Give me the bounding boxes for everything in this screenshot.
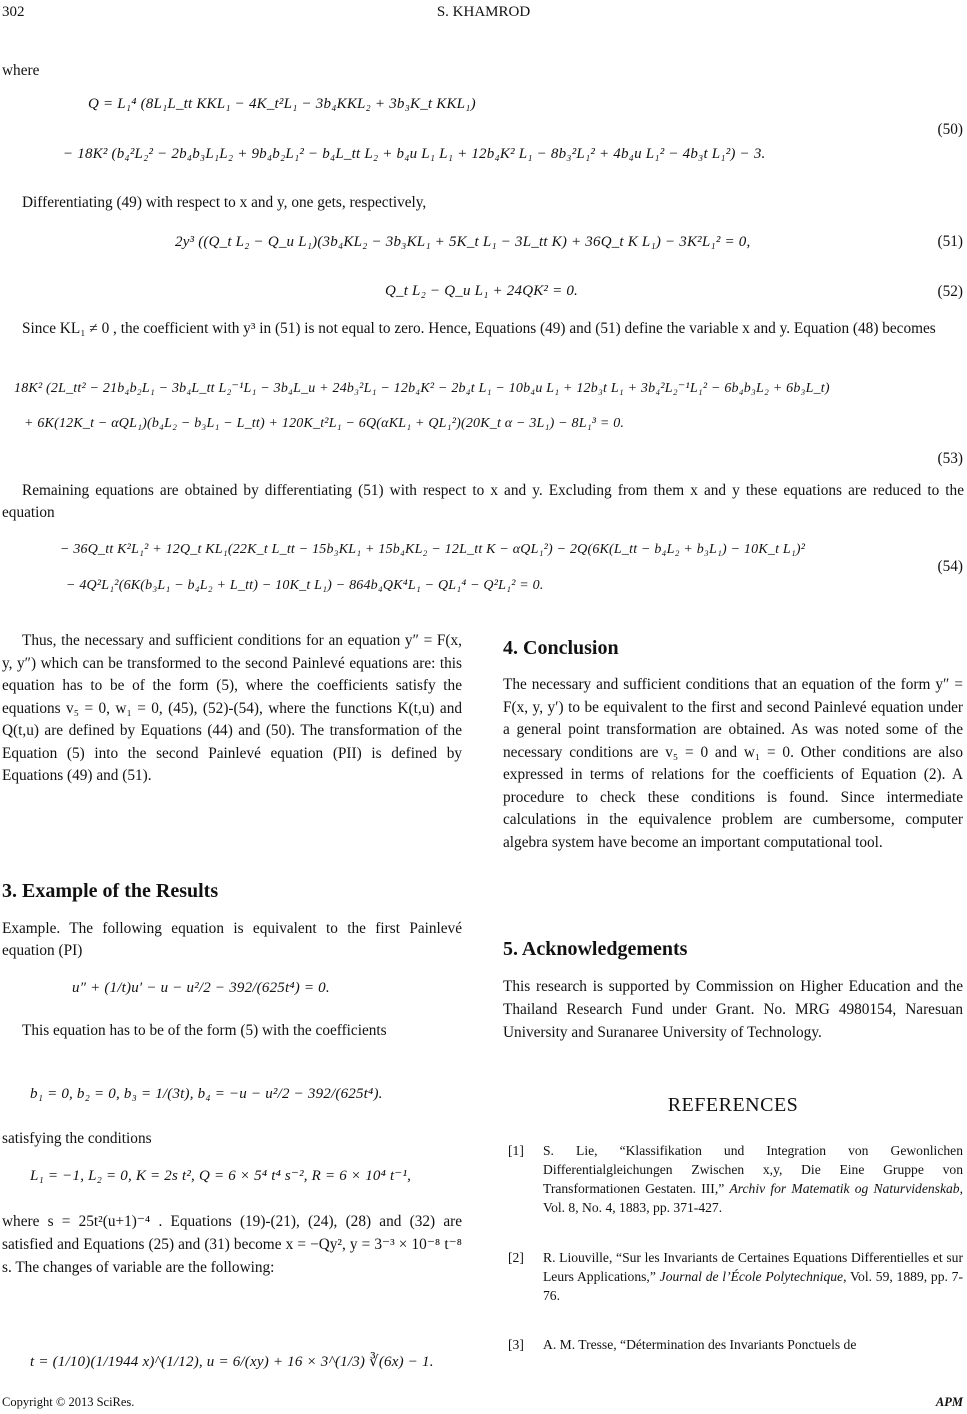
eq54-line2: − 4Q²L₁²(6K(b₃L₁ − b₄L₂ + L_tt) − 10K_t L₁) − 864b₄QK⁴L₁ − QL₁⁴ − Q²L₁² = 0. [66,578,544,593]
reference-number: [3] [508,1337,524,1352]
example-equation: u″ + (1/t)u′ − u − u²/2 − 392/(625t⁴) = 0. [72,980,330,996]
eq51-number: (51) [937,233,963,250]
differentiating-text: Differentiating (49) with respect to x and y, one gets, respectively, [22,194,427,211]
reference-details: , Vol. 59, 1889, pp. 7-76. [543,1269,963,1303]
eq52-number: (52) [937,283,963,300]
where-label: where [2,62,40,79]
reference-details: , Vol. 8, No. 4, 1883, pp. 371-427. [543,1181,963,1215]
eq54-number: (54) [937,558,963,575]
eq53-line1: 18K² (2L_tt² − 21b₄b₂L₁ − 3b₄L_tt L₂⁻¹L₁ − 3b₄L_u + 24b₃²L₁ − 12b₄K² − 2b₄t L₁ − 10b₄u L₁ + 12b₃t L₁ + 3b₄²L₂⁻¹L₁² − 6b₄b₃L₂ + 6b₃L_t) [14,381,830,396]
where2-paragraph: where s = 25t²(u+1)⁻⁴ . Equations (19)-(21), (24), (28) and (32) are satisfied and Equations (25) and (31) become x = −Qy², y = 3⁻³ × 10⁻⁸ t⁻⁸ s. The changes of variable are the following: [2,1213,462,1276]
changes-equation: t = (1/10)(1/1944 x)^(1/12), u = 6/(xy) + 16 × 3^(1/3) ∛(6x) − 1. [30,1354,434,1370]
eq52: Q_t L₂ − Q_u L₁ + 24QK² = 0. [385,283,578,299]
thus-paragraph: Thus, the necessary and sufficient conditions for an equation y″ = F(x, y, y″) which can be transformed to the second Painlevé equations are: this equation has to be of the form (5), where the coefficients satisfy the equations v₅ = 0, w₁ = 0, (45), (52)-(54), where the functions K(t,u) and Q(t,u) are defined by Equations (44) and (50). The transformation of the Equation (5) into the second Painlevé equation (PII) is defined by Equations (49) and (51). [2,632,462,784]
eq50-line2: − 18K² (b₄²L₂² − 2b₄b₃L₁L₂ + 9b₄b₂L₁² − b₄L_tt L₂ + b₄u L₁ L₁ + 12b₄K² L₁ − 8b₃²L₁² + 4b₄u L₁² − 4b₃t L₁²) − 3. [63,146,766,162]
reference-journal: Archiv for Matematik og Naturvidenskab [729,1181,960,1196]
journal-abbrev: APM [935,1395,963,1409]
eq50-line1: Q = L₁⁴ (8L₁L_tt KKL₁ − 4K_t²L₁ − 3b₄KKL₂ + 3b₃K_t KKL₁) [88,96,476,112]
reference-text: R. Liouville, “Sur les Invariants de Certaines Equations Differentielles et sur Leurs Applications,” [543,1250,963,1284]
copyright-notice: Copyright © 2013 SciRes. [2,1395,135,1409]
reference-text: A. M. Tresse, “Détermination des Invariants Ponctuels de [543,1337,857,1352]
since-text: Since KL₁ ≠ 0 , the coefficient with y³ in (51) is not equal to zero. Hence, Equations (49) and (51) define the variable x and y. Equation (48) becomes [22,320,936,337]
section-acknowledgements-heading: 5. Acknowledgements [503,938,688,960]
references-heading: REFERENCES [667,1094,799,1116]
reference-number: [2] [508,1250,524,1265]
reference-text: S. Lie, “Klassifikation und Integration von Gewonlichen Differentialgleichungen Zwischen x,y, Die Eine Gruppe von Transformationen Gestaten. III,” [543,1143,963,1196]
section-conclusion-heading: 4. Conclusion [503,637,619,659]
example-intro: Example. The following equation is equivalent to the first Painlevé equation (PI) [2,920,462,959]
running-author: S. KHAMROD [436,4,531,20]
page-number: 302 [2,4,25,20]
reference-item [508,1141,963,1217]
eq50-number: (50) [937,121,963,138]
eq53-number: (53) [937,450,963,467]
remaining-text: Remaining equations are obtained by differentiating (51) with respect to x and y. Excluding from them x and y these equations are reduced to the equation [2,482,964,521]
eq54-line1: − 36Q_tt K²L₁² + 12Q_t KL₁(22K_t L_tt − 15b₃KL₁ + 15b₄KL₂ − 12L_tt K − αQL₁²) − 2Q(6K(L_tt − b₄L₂ + b₃L₁) − 10K_t L₁)² [60,542,806,557]
eq53-line2: + 6K(12K_t − αQL₁)(b₄L₂ − b₃L₁ − L_tt) + 120K_t²L₁ − 6Q(αKL₁ + QL₁²)(20K_t α − 3L₁) − 8L₁³ = 0. [24,416,625,431]
satisfying-text: satisfying the conditions [2,1130,152,1147]
conclusion-paragraph: The necessary and sufficient conditions that an equation of the form y″ = F(x, y, y′) to be equivalent to the first and second Painlevé equation under a general point transformation are obtained. As was noted some of the necessary conditions are v₅ = 0 and w₁ = 0. Other conditions are also expressed in terms of relations for the coefficients of Equation (2). A procedure to check these conditions is found. Since intermediate calculations in the equivalence problem are cumbersome, computer algebra system have become an important computational tool. [503,676,963,851]
reference-journal: Journal de l’École Polytechnique [659,1269,844,1284]
section-example-heading: 3. Example of the Results [2,880,219,902]
reference-number: [1] [508,1143,524,1158]
eq51: 2y³ ((Q_t L₂ − Q_u L₁)(3b₄KL₂ − 3b₃KL₁ + 5K_t L₁ − 3L_tt K) + 36Q_t K L₁) − 3K²L₁² = 0, [175,234,751,250]
reference-item [508,1248,963,1305]
conditions-equation: L₁ = −1, L₂ = 0, K = 2s t², Q = 6 × 5⁴ t⁴ s⁻², R = 6 × 10⁴ t⁻¹, [30,1168,412,1184]
form5-text: This equation has to be of the form (5) with the coefficients [22,1022,387,1039]
reference-item [508,1335,963,1354]
coefficients-equation: b₁ = 0, b₂ = 0, b₃ = 1/(3t), b₄ = −u − u²/2 − 392/(625t⁴). [30,1086,383,1102]
acknowledgements-paragraph: This research is supported by Commission on Higher Education and the Thailand Research Fund under Grant. No. MRG 4980154, Naresuan University and Suranaree University of Technology. [503,978,963,1041]
